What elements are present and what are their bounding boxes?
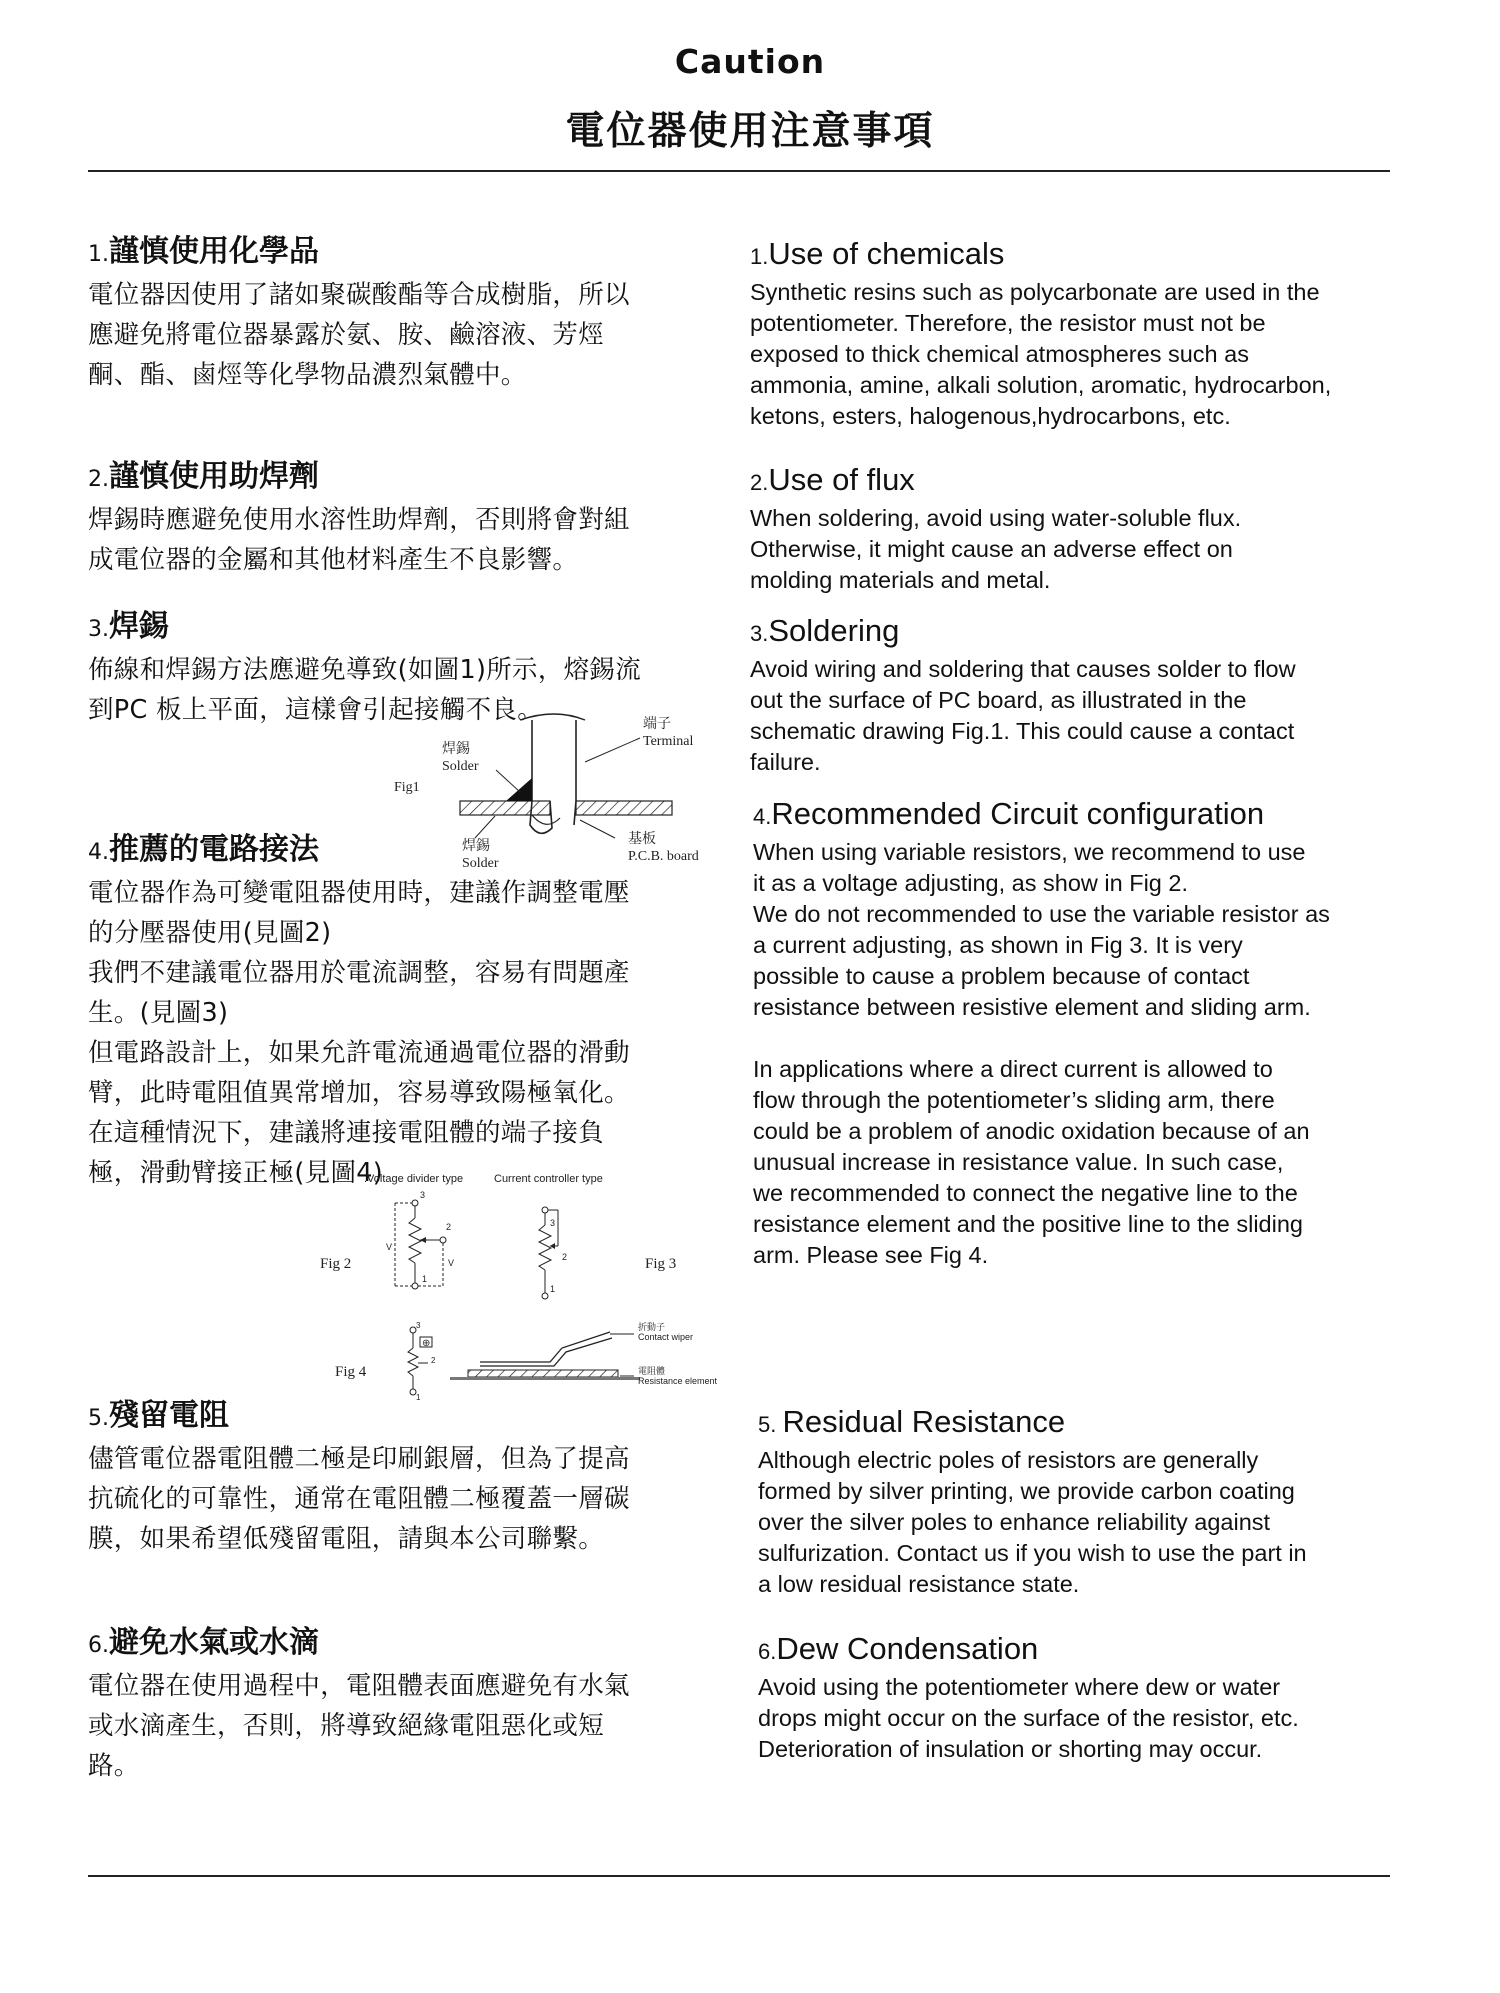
fig4-wiper-zh: 折動子 [638,1322,666,1332]
fig1-board-en: P.C.B. board [628,849,699,864]
top-divider [88,170,1390,172]
fig1-solder2-zh: 焊錫 [462,839,490,854]
section-heading: 3.Soldering [750,613,900,648]
current-controller-caption: Current controller type [494,1173,603,1185]
en-section-residual [758,1404,1418,1600]
terminal-right-edge [574,720,576,825]
zh-section-residual [88,1398,728,1559]
fig3-current-controller [539,1207,567,1299]
section-heading: 3.焊錫 [88,609,169,644]
fig2-pin2: 2 [446,1222,452,1232]
fig4-wiper-drawing [450,1332,640,1380]
section-body: Avoid wiring and soldering that causes solder to flow out the surface of PC board, as illustrated in the schematic drawing Fig.1. This could cause a contact failure. [750,656,1296,775]
section-heading: 2.Use of flux [750,462,915,497]
solder-fillet [506,778,532,801]
fig1-terminal-en: Terminal [643,734,694,749]
en-section-dew [758,1631,1418,1765]
fig1-solder2-en: Solder [462,856,499,871]
bottom-divider [88,1875,1390,1877]
section-heading: 1.Use of chemicals [750,236,1005,271]
section-heading: 1.謹慎使用化學品 [88,234,319,269]
fig4-wiper-en: Contact wiper [638,1332,694,1342]
fig3-pin2: 2 [562,1252,568,1262]
section-body: When soldering, avoid using water-soluble flux. Otherwise, it might cause an adverse effect on molding materials and metal. [750,505,1242,593]
terminal-top [520,714,585,720]
section-heading: 6.避免水氣或水滴 [88,1625,319,1660]
section-body: 電位器在使用過程中，電阻體表面應避免有水氣 或水滴產生，否則，將導致絕緣電阻惡化或短 路。 [88,1671,630,1781]
section-body: 焊錫時應避免使用水溶性助焊劑，否則將會對組 成電位器的金屬和其他材料產生不良影響。 [88,505,630,575]
solder-leader [496,770,520,792]
section-heading: 2.謹慎使用助焊劑 [88,459,319,494]
fig2-pin1: 1 [422,1274,428,1284]
fig1-board-zh: 基板 [628,832,656,847]
terminal-leader [585,738,640,762]
fig3-pin1: 1 [550,1284,556,1294]
section-heading: 6.Dew Condensation [758,1631,1039,1666]
en-section-flux [750,462,1410,596]
fig2-v-right: V [448,1258,455,1268]
zh-section-circuit [88,832,728,1193]
section-body: When using variable resistors, we recommend to use it as a voltage adjusting, as show in Fig 2. We do not recommended to use the variable resistor as a current adjusting, as shown in Fig 3. It is very possible to cause a problem because of contact resistance between resistive element and sliding arm. [753,839,1330,1020]
fig4-element-en: Resistance element [638,1376,718,1386]
fig4-pin2: 2 [431,1356,436,1365]
zh-section-dew [88,1625,728,1786]
section-body: 儘管電位器電阻體二極是印刷銀層，但為了提高 抗硫化的可靠性，通常在電阻體二極覆蓋一層碳 膜，如果希望低殘留電阻，請與本公司聯繫。 [88,1444,630,1554]
fig4-pin1: 1 [416,1393,421,1400]
fig2-pin3: 3 [420,1190,426,1200]
fig4-potentiometer-symbol [408,1321,436,1400]
pcb-board-right [576,801,672,815]
fig2-label: Fig 2 [320,1256,352,1272]
fig2-v-left: V [386,1242,393,1252]
en-section-chemicals [750,236,1410,432]
section-body: 電位器因使用了諸如聚碳酸酯等合成樹脂，所以 應避免將電位器暴露於氨、胺、鹼溶液、芳烴 酮、酯、鹵烴等化學物品濃烈氣體中。 [88,280,630,390]
section-body: Although electric poles of resistors are generally formed by silver printing, we provide carbon coating over the silver poles to enhance reliability against sulfurization. Contact us if you wish to use the part in a low residual resistance state. [758,1447,1307,1597]
voltage-divider-caption: .Voltage divider type [364,1173,464,1185]
solder-bottom [532,815,560,824]
fig2-voltage-divider [386,1190,454,1289]
section-body-continued: In applications where a direct current is allowed to flow through the potentiometer’s sliding arm, there could be a problem of anodic oxidation because of an unusual increase in resistance value. In such case, we recommended to connect the negative line to the resistance element and the positive line to the sliding arm. Please see Fig 4. [753,1056,1310,1268]
figure-4-wiring [330,1318,720,1400]
pcb-board-left [460,801,550,815]
section-body: 佈線和焊錫方法應避免導致(如圖1)所示，熔錫流 到PC 板上平面，這樣會引起接觸不良。 [88,655,642,725]
fig1-label: Fig1 [394,780,420,795]
fig4-element-zh: 電阻體 [638,1366,666,1376]
plus-icon: ⊕ [422,1338,431,1349]
board-leader [580,820,615,838]
page-title-english: Caution [674,42,826,81]
fig3-label: Fig 3 [645,1256,677,1272]
zh-section-flux [88,459,728,580]
page-title-chinese: 電位器使用注意事項 [565,109,935,154]
section-heading: 5. Residual Resistance [758,1404,1066,1439]
figure-2-3-circuits [310,1170,710,1310]
fig4-label: Fig 4 [335,1364,367,1380]
figure-1-solder-diagram [380,700,720,880]
section-body: Synthetic resins such as polycarbonate are used in the potentiometer. Therefore, the resistor must not be exposed to thick chemical atmospheres such as ammonia, amine, alkali solution, aromatic, hydrocarbon, ketons, esters, halogenous,hydrocarbons, etc. [750,279,1332,429]
zh-section-chemicals [88,234,728,395]
en-section-soldering [750,613,1410,778]
fig1-solder-en: Solder [442,759,479,774]
section-heading: 4.Recommended Circuit configuration [753,796,1265,831]
section-heading: 5.殘留電阻 [88,1398,229,1433]
fig3-pin3: 3 [550,1218,556,1228]
fig1-solder-zh: 焊錫 [442,742,470,757]
section-body: 電位器作為可變電阻器使用時，建議作調整電壓 的分壓器使用(見圖2) 我們不建議電位器用於電流調整，容易有問題產 生。(見圖3) 但電路設計上，如果允許電流通過電位器的滑動 臂，此時電阻值異常增加，容易導致陽極氧化。 在這種情況下，建議將連接電阻體的端子接負 極，滑動臂接正極(見圖4) [88,878,630,1188]
fig4-pin3: 3 [416,1321,421,1330]
section-heading: 4.推薦的電路接法 [88,832,319,867]
en-section-circuit [753,796,1413,1271]
solder2-leader [475,816,495,838]
section-body: Avoid using the potentiometer where dew or water drops might occur on the surface of the resistor, etc. Deterioration of insulation or shorting may occur. [758,1674,1299,1762]
fig1-terminal-zh: 端子 [643,717,671,732]
